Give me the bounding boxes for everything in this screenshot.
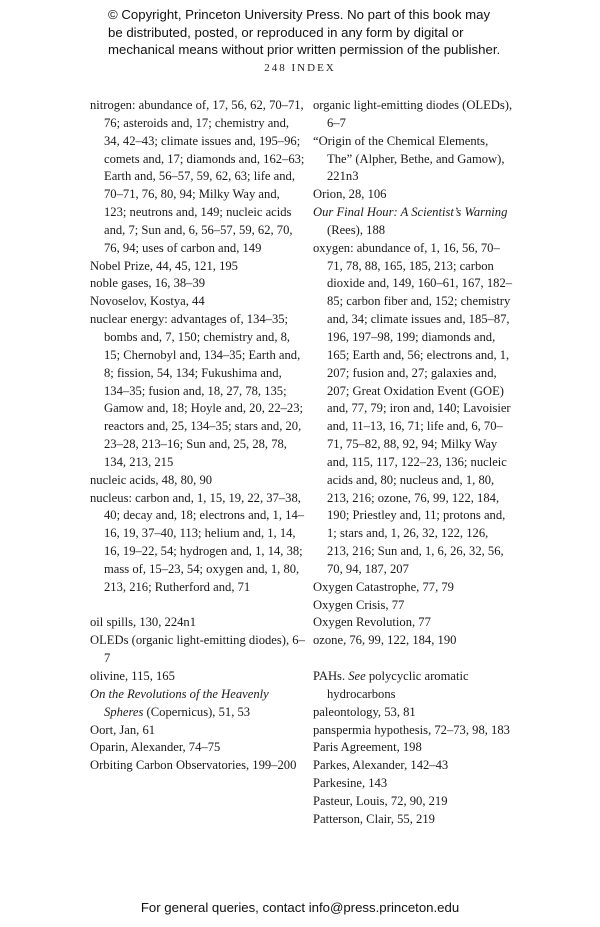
index-entry [90, 614, 305, 632]
index-entry [90, 668, 305, 686]
section-gap [90, 597, 305, 615]
entry-text: Oxygen Catastrophe, 77, 79 [313, 579, 454, 594]
index-entry [313, 97, 513, 133]
entry-text: Oxygen Crisis, 77 [313, 597, 405, 612]
see-reference: See [348, 669, 366, 683]
entry-text: Parkes, Alexander, 142–43 [313, 758, 449, 773]
index-column-right [313, 97, 513, 829]
entry-text: Oparin, Alexander, 74–75 [90, 740, 221, 755]
entry-text: Parkesine, 143 [313, 776, 388, 791]
entry-text: paleontology, 53, 81 [313, 704, 416, 719]
entry-text: PAHs. [313, 669, 349, 683]
index-entry [90, 311, 305, 472]
index-entry [90, 722, 305, 740]
entry-text: “Origin of the Chemical Elements, The” (Alpher, Bethe, and Gamow), 221n3 [313, 133, 505, 184]
entry-text: ozone, 76, 99, 122, 184, 190 [313, 633, 457, 648]
entry-text: nuclear energy: advantages of, 134–35; bombs and, 7, 150; chemistry and, 8, 15; Chernobyl and, 134–35; Earth and, 8; fission, 54, 134; Fukushima and, 134–35; fusion and, 18, 27, 78, 135; Gamow and, 18; Hoyle and, 20, 22–23; reactors and, 25, 134–35; stars and, 20, 23–28, 213–16; Sun and, 25, 28, 78, 134, 213, 215 [90, 312, 304, 469]
entry-text: Paris Agreement, 198 [313, 740, 422, 755]
page-header: 248 INDEX [264, 62, 336, 74]
entry-text: OLEDs (organic light-emitting diodes), 6–7 [90, 633, 305, 666]
index-entry [90, 97, 305, 258]
index-entry [313, 597, 513, 615]
entry-text: Patterson, Clair, 55, 219 [313, 811, 435, 826]
entry-text: oxygen: abundance of, 1, 16, 56, 70–71, 78, 88, 165, 185, 213; carbon dioxide and, 149, 160–61, 167, 182–85; carbon fiber and, 152; chemistry and, 34; climate issues and, 185–87, 196, 197–98, 199; diamonds and, 165; Earth and, 56; electrons and, 1, 207; fusion and, 27; galaxies and, 207; Great Oxidation Event (GOE) and, 77, 79; iron and, 140; Lavoisier and, 11–13, 16, 71; life and, 6, 70–71, 75–82, 88, 92, 94; Milky Way and, 115, 117, 122–23, 136; nucleic acids and, 80; nucleus and, 1, 80, 213, 216; ozone, 76, 99, 122, 184, 190; Priestley and, 11; protons and, 1; stars and, 1, 26, 32, 122, 126, 213, 216; Sun and, 1, 6, 26, 32, 56, 70, 94, 187, 207 [313, 240, 513, 576]
index-entry [313, 704, 513, 722]
index-entry [313, 739, 513, 757]
index-entry [90, 490, 305, 597]
entry-text: Oxygen Revolution, 77 [313, 615, 431, 630]
index-entry [90, 472, 305, 490]
index-entry [313, 579, 513, 597]
index-entry [313, 240, 513, 579]
entry-title: On the Revolutions of the Heavenly Spheres [90, 686, 269, 719]
entry-text: nucleic acids, 48, 80, 90 [90, 472, 213, 487]
index-column-left [90, 97, 305, 775]
index-entry [313, 614, 513, 632]
index-entry [313, 668, 513, 704]
index-entry [313, 793, 513, 811]
entry-text: nitrogen: abundance of, 17, 56, 62, 70–71, 76; asteroids and, 17; chemistry and, 34, 42–43; climate issues and, 195–96; comets and, 17; diamonds and, 162–63; Earth and, 56–57, 59, 62, 63; life and, 70–71, 76, 80, 94; Milky Way and, 123; neutrons and, 149; nucleic acids and, 7; Sun and, 6, 56–57, 59, 62, 70, 76, 94; uses of carbon and, 149 [90, 98, 305, 255]
entry-text: Nobel Prize, 44, 45, 121, 195 [90, 258, 238, 273]
index-entry [313, 775, 513, 793]
entry-text: oil spills, 130, 224n1 [90, 615, 197, 630]
entry-text: olivine, 115, 165 [90, 669, 175, 683]
entry-text: Orion, 28, 106 [313, 187, 387, 202]
entry-text: (Copernicus), 51, 53 [143, 704, 251, 719]
index-entry [90, 275, 305, 293]
footer-contact: For general queries, contact info@press.princeton.edu [140, 900, 460, 915]
entry-text: nucleus: carbon and, 1, 15, 19, 22, 37–38, 40; decay and, 18; electrons and, 1, 14–16, 19, 37–40, 113; helium and, 1, 14, 16, 19–22, 54; hydrogen and, 1, 14, 38; mass of, 15–23, 54; oxygen and, 1, 80, 213, 216; Rutherford and, 71 [90, 490, 305, 594]
section-gap [313, 650, 513, 668]
index-entry [90, 739, 305, 757]
index-entry [313, 757, 513, 775]
entry-text: polycyclic aromatic hydrocarbons [327, 669, 469, 701]
entry-text: Oort, Jan, 61 [90, 722, 156, 737]
entry-text: Novoselov, Kostya, 44 [90, 294, 205, 309]
index-entry [90, 258, 305, 276]
entry-text: Pasteur, Louis, 72, 90, 219 [313, 793, 448, 808]
copyright-notice: © Copyright, Princeton University Press. No part of this book may be distributed, posted, or reproduced in any form by digital or mechanical means without prior written permission of the publisher. [108, 7, 501, 57]
entry-text: panspermia hypothesis, 72–73, 98, 183 [313, 722, 510, 737]
entry-text: Orbiting Carbon Observatories, 199–200 [90, 758, 297, 773]
index-entry [313, 632, 513, 650]
entry-text: organic light-emitting diodes (OLEDs), 6–7 [313, 98, 513, 130]
index-entry [313, 186, 513, 204]
index-entry [90, 293, 305, 311]
index-entry [313, 204, 513, 240]
entry-text: noble gases, 16, 38–39 [90, 276, 206, 291]
index-entry [90, 757, 305, 775]
index-entry [313, 133, 513, 187]
entry-text: (Rees), 188 [327, 222, 386, 237]
index-entry [90, 632, 305, 668]
index-entry [313, 722, 513, 740]
entry-title: Our Final Hour: A Scientist’s Warning [313, 205, 508, 220]
index-entry [90, 686, 305, 722]
index-entry [313, 811, 513, 829]
